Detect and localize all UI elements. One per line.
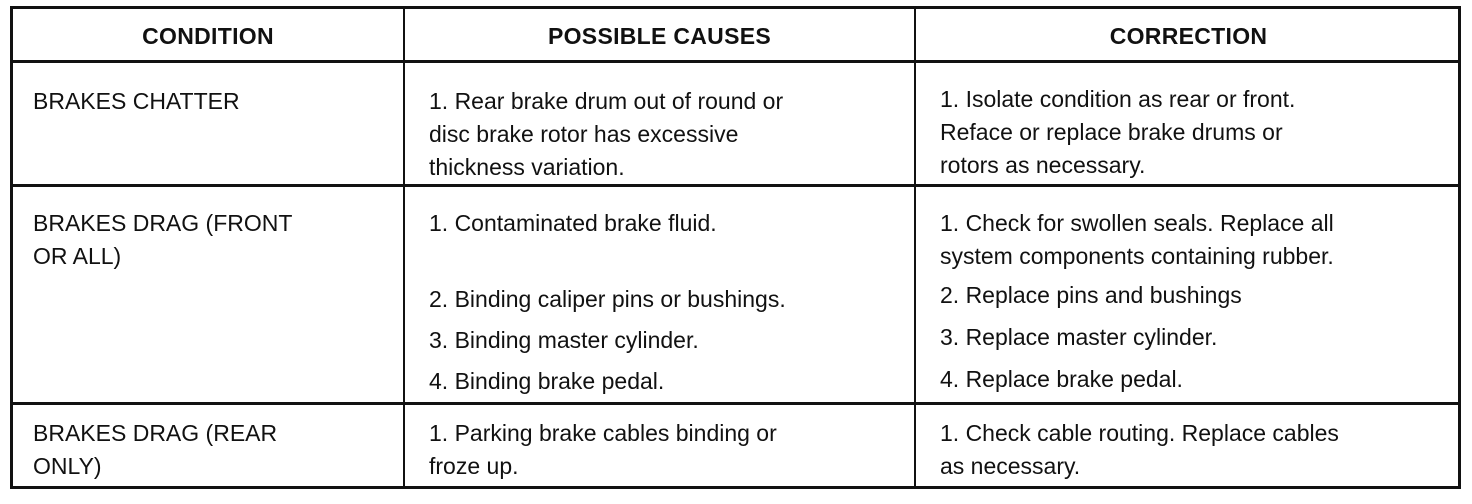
correction-cell: 4. Replace brake pedal.: [940, 366, 1183, 392]
cause-cell: 4. Binding brake pedal.: [429, 368, 665, 394]
header-condition: CONDITION: [142, 22, 274, 49]
table-row: [13, 187, 1458, 405]
condition-cell: BRAKES CHATTER: [33, 88, 240, 114]
correction-cell: 1. Isolate condition as rear or front. Reface or replace brake drums or rotors as necessary.: [940, 86, 1296, 178]
correction-cell: 2. Replace pins and bushings: [940, 282, 1242, 308]
table-row: [13, 63, 1458, 187]
cause-cell: 1. Contaminated brake fluid.: [429, 210, 717, 236]
correction-cell: 1. Check for swollen seals. Replace all system components containing rubber.: [940, 210, 1334, 269]
cause-cell: 1. Rear brake drum out of round or disc brake rotor has excessive thickness variation.: [429, 88, 784, 180]
header-possible-causes: POSSIBLE CAUSES: [547, 22, 772, 49]
header-correction: CORRECTION: [1109, 22, 1268, 49]
table-header-row: [13, 9, 1458, 63]
cause-cell: 1. Parking brake cables binding or froze up.: [429, 420, 777, 479]
correction-cell: 3. Replace master cylinder.: [940, 324, 1218, 350]
condition-cell: BRAKES DRAG (FRONT OR ALL): [33, 210, 293, 269]
table-row: [13, 405, 1458, 489]
brake-diagnosis-table: [10, 6, 1461, 489]
condition-cell: BRAKES DRAG (REAR ONLY): [33, 420, 278, 479]
correction-cell: 1. Check cable routing. Replace cables as necessary.: [940, 420, 1339, 479]
cause-cell: 2. Binding caliper pins or bushings.: [429, 286, 786, 312]
cause-cell: 3. Binding master cylinder.: [429, 327, 699, 353]
